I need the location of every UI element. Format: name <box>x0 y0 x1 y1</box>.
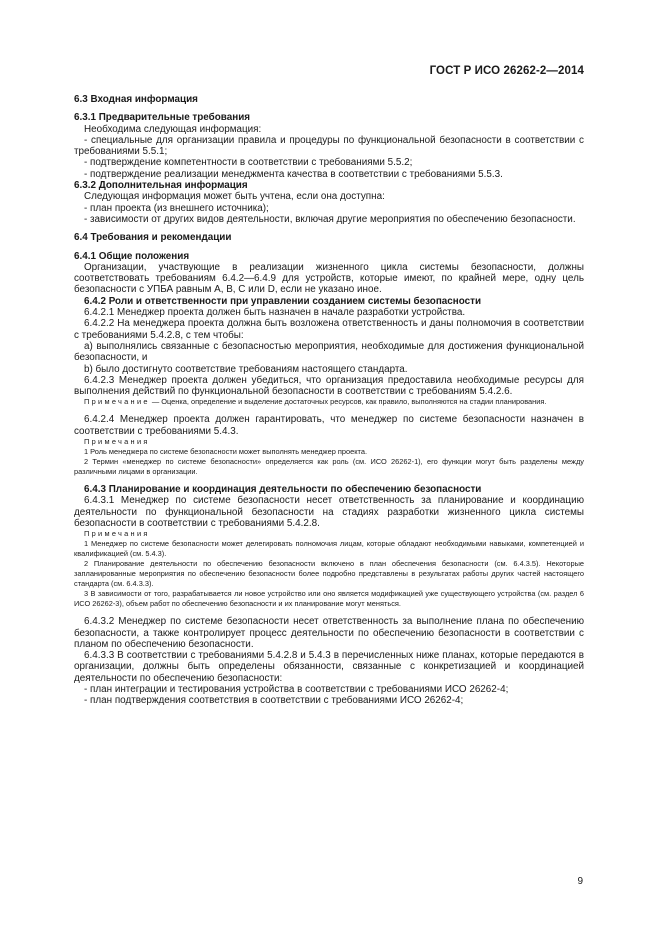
list-item: - подтверждение компетентности в соответствии с требованиями 5.5.2; <box>84 157 413 169</box>
note-label: Примечание <box>84 397 150 407</box>
section-6-4-1-heading: 6.4.1 Общие положения <box>74 250 190 262</box>
note-item: 3 В зависимости от того, разрабатывается ли новое устройство или оно является модификацией уже существующего устройства (см. раздел 6 ИСО 26262-3), объем работ по обеспечению безопасности и их планирование могут меняться. <box>74 589 584 609</box>
section-6-3-heading: 6.3 Входная информация <box>74 94 198 105</box>
section-6-4-3-heading: 6.4.3 Планирование и координация деятельности по обеспечению безопасности <box>84 484 482 496</box>
paragraph: Необходима следующая информация: <box>84 123 262 135</box>
page-content <box>74 94 584 707</box>
list-item: - зависимости от других видов деятельности, включая другие мероприятия по обеспечению безопасности. <box>84 213 576 225</box>
paragraph: 6.4.3.3 В соответствии с требованиями 5.4.2.8 и 5.4.3 в перечисленных ниже планах, которые передаются в организации, должны быть определены обязанности, связанные с конкретизацией и координацией деятельности по обеспечению безопасности: <box>74 650 584 684</box>
paragraph: Следующая информация может быть учтена, если она доступна: <box>84 191 385 203</box>
paragraph: Организации, участвующие в реализации жизненного цикла системы безопасности, должны соответствовать требованиям 6.4.2—6.4.9 для устройств, которые имеют, по крайней мере, одну цель безопасности с УПБА равным A, B, C или D, если не указано иное. <box>74 261 584 296</box>
list-item: - специальные для организации правила и процедуры по функциональной безопасности в соответствии с требованиями 5.5.1; <box>74 134 584 158</box>
section-6-4-2-heading: 6.4.2 Роли и ответственности при управлении созданием системы безопасности <box>84 295 482 307</box>
note-text: — Оценка, определение и выделение достаточных ресурсов, как правило, выполняются на стадии планирования. <box>149 397 547 407</box>
paragraph: 6.4.2.2 На менеджера проекта должна быть возложена ответственность и даны полномочия в соответствии с требованиями 5.4.2.8, с тем чтобы: <box>74 318 584 341</box>
list-item: - план проекта (из внешнего источника); <box>84 202 269 214</box>
list-item: - план подтверждения соответствия в соответствии с требованиями ИСО 26262-4; <box>84 695 464 707</box>
list-item: a) выполнялись связанные с безопасностью мероприятия, необходимые для достижения функциональной безопасности, и <box>74 340 584 364</box>
note <box>74 397 584 407</box>
paragraph: 6.4.3.2 Менеджер по системе безопасности несет ответственность за выполнение плана по обеспечению безопасности, а также контролирует процесс деятельности по обеспечению безопасности в соответствии с планом по обеспечению безопасности. <box>74 616 584 650</box>
list-item: b) было достигнуто соответствие требованиям настоящего стандарта. <box>84 363 408 375</box>
note-item: 1 Роль менеджера по системе безопасности может выполнять менеджер проекта. <box>84 447 368 457</box>
list-item: - подтверждение реализации менеджмента качества в соответствии с требованиями 5.5.3. <box>84 168 503 180</box>
note-item: 1 Менеджер по системе безопасности может делегировать полномочия лицам, которые обладают необходимыми навыками, компетенцией и квалификацией (см. 5.4.3). <box>74 539 584 559</box>
paragraph: 6.4.2.4 Менеджер проекта должен гарантировать, что менеджер по системе безопасности назначен в соответствии с требованиями 5.4.3. <box>74 414 584 437</box>
note-item: 2 Термин «менеджер по системе безопасности» определяется как роль (см. ИСО 26262-1), его функции могут быть разделены между различными лицами в организации. <box>74 457 584 477</box>
notes-heading: Примечания <box>84 529 150 539</box>
section-6-4-heading: 6.4 Требования и рекомендации <box>74 232 232 244</box>
section-6-3-2-heading: 6.3.2 Дополнительная информация <box>74 180 248 192</box>
page-number: 9 <box>577 876 583 887</box>
list-item: - план интеграции и тестирования устройства в соответствии с требованиями ИСО 26262-4; <box>84 683 509 695</box>
section-6-3-1-heading: 6.3.1 Предварительные требования <box>74 112 251 124</box>
note-item: 2 Планирование деятельности по обеспечению безопасности включено в план обеспечения безопасности (см. 6.4.3.5). Некоторые запланированные мероприятия по обеспечению безопасности более подробно представлены в результатах работы других частей настоящего стандарта (см. 6.4.3.3). <box>74 559 584 589</box>
document-code-header: ГОСТ Р ИСО 26262-2—2014 <box>429 65 584 77</box>
paragraph: 6.4.3.1 Менеджер по системе безопасности несет ответственность за планирование и координацию деятельности по функциональной безопасности на стадиях разработки жизненного цикла системы безопасности в соответствии с требованиями 5.4.2.8. <box>74 495 584 529</box>
paragraph: 6.4.2.3 Менеджер проекта должен убедиться, что организация предоставила необходимые ресурсы для выполнения действий по функциональной безопасности в соответствии с требованиям 5.4.2.6. <box>74 374 584 398</box>
notes-heading: Примечания <box>84 437 150 447</box>
paragraph: 6.4.2.1 Менеджер проекта должен быть назначен в начале разработки устройства. <box>84 307 466 319</box>
